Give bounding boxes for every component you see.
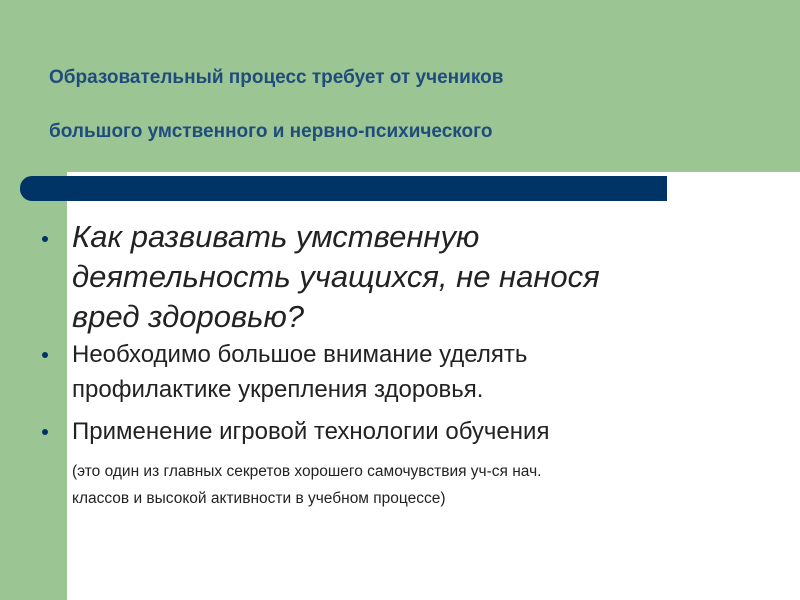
note-line: (это один из главных секретов хорошего самочувствия уч-ся нач. <box>72 463 542 480</box>
bullet-line: профилактике укрепления здоровья. <box>72 376 484 403</box>
bullet-dot-icon <box>42 236 48 242</box>
bullet-line: Необходимо большое внимание уделять <box>72 341 528 368</box>
bullet-line: Применение игровой технологии обучения <box>72 418 550 445</box>
bullet-line: вред здоровью? <box>72 299 305 334</box>
bullet-dot-icon <box>42 429 48 435</box>
bullet-list <box>38 217 778 512</box>
title-line: большого умственного и нервно-психического <box>49 121 493 142</box>
divider-bar <box>20 176 667 201</box>
bullet-item-question <box>38 217 778 337</box>
bullet-note <box>72 458 778 512</box>
bullet-item-prevention <box>38 337 778 407</box>
bullet-line: деятельность учащихся, не нанося <box>72 259 600 294</box>
title-line: Образовательный процесс требует от учеников <box>49 67 504 88</box>
bullet-item-game-technology <box>38 414 778 512</box>
bullet-dot-icon <box>42 352 48 358</box>
note-line: классов и высокой активности в учебном процессе) <box>72 490 446 507</box>
bullet-line: Как развивать умственную <box>72 219 480 254</box>
